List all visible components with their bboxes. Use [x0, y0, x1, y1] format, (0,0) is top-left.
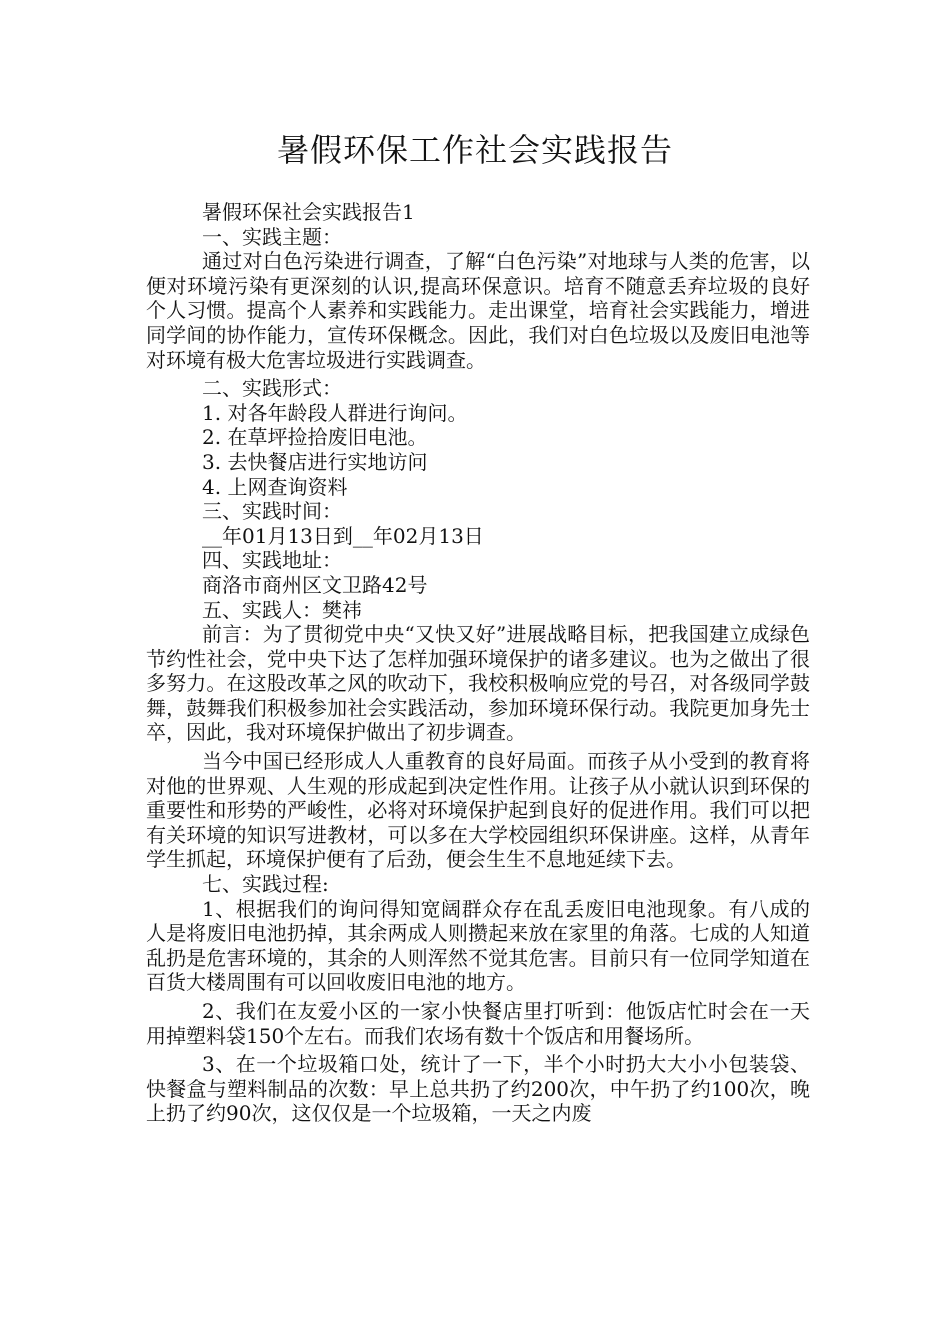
list-item: 4. 上网查询资料	[202, 474, 348, 499]
section-heading: 五、实践人：樊祎	[202, 597, 362, 622]
body-paragraph: 通过对白色污染进行调查，了解“白色污染”对地球与人类的危害，以便对环境污染有更深刻的认识,提高环保意识。培育不随意丢弃垃圾的良好个人习惯。提高个人素养和实践能力。走出课堂，培育社会实践能力，增进同学间的协作能力，宣传环保概念。因此，我们对白色垃圾以及废旧电池等对环境有极大危害垃圾进行实践调查。	[146, 249, 810, 372]
list-item: 2. 在草坪捡拾废旧电池。	[202, 425, 428, 450]
section-heading: 三、实践时间：	[202, 499, 342, 524]
document-body	[146, 200, 810, 1126]
section-heading: 二、实践形式：	[202, 376, 342, 401]
section-heading: 一、实践主题：	[202, 224, 342, 249]
section-heading: 四、实践地址：	[202, 548, 342, 573]
report-subtitle: 暑假环保社会实践报告1	[202, 200, 415, 224]
body-paragraph: 2、我们在友爱小区的一家小快餐店里打听到：他饭店忙时会在一天用掉塑料袋150个左右。而我们农场有数十个饭店和用餐场所。	[146, 999, 810, 1048]
body-paragraph: 前言：为了贯彻党中央“又快又好”进展战略目标，把我国建立成绿色节约性社会，党中央下达了怎样加强环境保护的诸多建议。也为之做出了很多努力。在这股改革之风的吹动下，我校积极响应党的号召，对各级同学鼓舞，鼓舞我们积极参加社会实践活动，参加环境环保行动。我院更加身先士卒，因此，我对环境保护做出了初步调查。	[146, 622, 810, 745]
list-item: 1. 对各年龄段人群进行询问。	[202, 400, 468, 425]
list-item: 3. 去快餐店进行实地访问	[202, 449, 428, 474]
date-range: __年01月13日到__年02月13日	[202, 523, 484, 548]
body-paragraph: 3、在一个垃圾箱口处，统计了一下，半个小时扔大大小小包装袋、快餐盒与塑料制品的次数：早上总共扔了约200次，中午扔了约100次，晚上扔了约90次，这仅仅是一个垃圾箱，一天之内废	[146, 1052, 810, 1126]
section-heading: 七、实践过程:	[202, 872, 329, 897]
body-paragraph: 1、根据我们的询问得知宽阔群众存在乱丢废旧电池现象。有八成的人是将废旧电池扔掉，其余两成人则攒起来放在家里的角落。七成的人知道乱扔是危害环境的，其余的人则浑然不觉其危害。目前只有一位同学知道在百货大楼周围有可以回收废旧电池的地方。	[146, 896, 810, 995]
document-title: 暑假环保工作社会实践报告	[276, 131, 673, 169]
address: 商洛市商州区文卫路42号	[202, 572, 428, 597]
body-paragraph: 当今中国已经形成人人重教育的良好局面。而孩子从小受到的教育将对他的世界观、人生观的形成起到决定性作用。让孩子从小就认识到环保的重要性和形势的严峻性，必将对环境保护起到良好的促进作用。我们可以把有关环境的知识写进教材，可以多在大学校园组织环保讲座。这样，从青年学生抓起，环境保护便有了后劲，便会生生不息地延续下去。	[146, 749, 810, 872]
